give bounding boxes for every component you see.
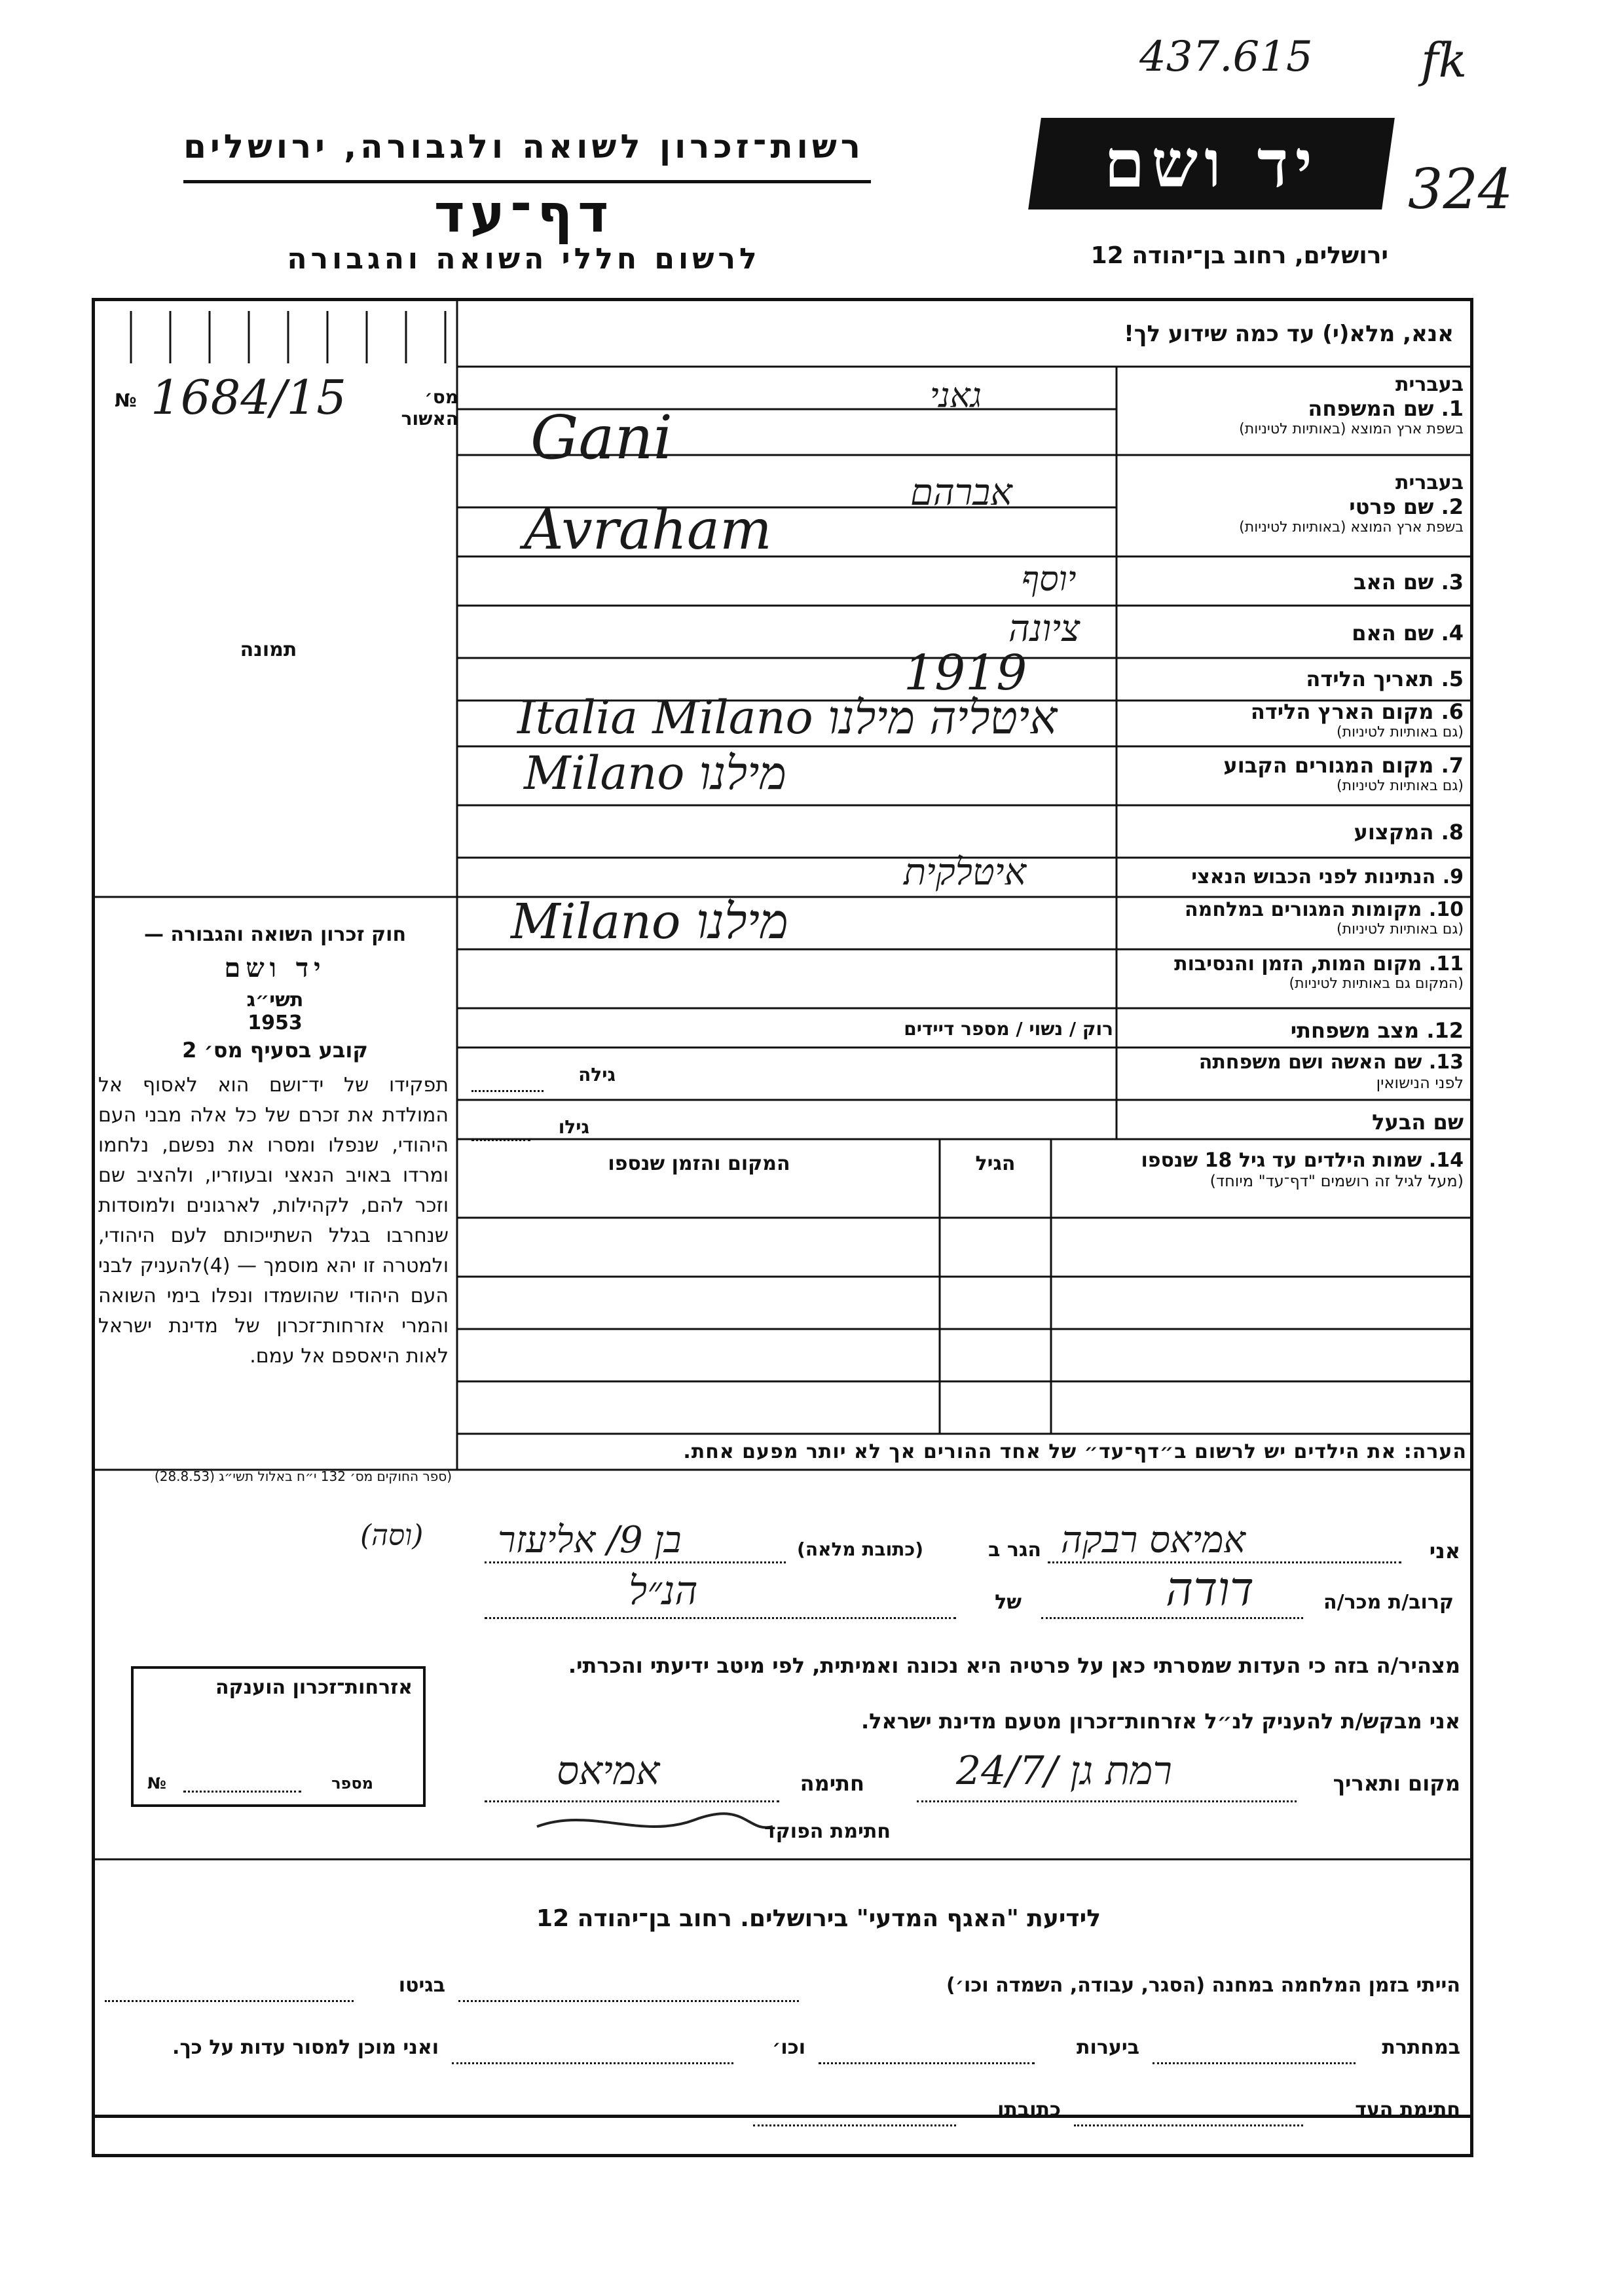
place-date-line (917, 1800, 1297, 1802)
footer-line2-a: במחתרת (1382, 2036, 1460, 2059)
footer-line3-fill-b (753, 2124, 956, 2126)
field-husband-label: שם הבעל (1372, 1110, 1464, 1135)
field-1-label: שם המשפחה (1308, 396, 1434, 421)
footer-title: לידיעת "האגף המדעי" בירושלים. רחוב בן־יהודה 12 (536, 1905, 1101, 1932)
footer-frame-right (1470, 1859, 1473, 2157)
husband-age-line (471, 1139, 530, 1141)
field-1-lang: בעברית (1395, 373, 1464, 396)
field-7-sub: (גם באותיות לטיניות) (1337, 778, 1464, 794)
place-date-label: מקום ותאריך (1333, 1771, 1460, 1796)
field-2-lang: בעברית (1395, 471, 1464, 494)
field-3-label: 3. שם האב (1353, 570, 1464, 594)
logo-text: יד ושם (1104, 125, 1319, 202)
law-year-he: תשי״ג (246, 989, 304, 1011)
footer-line3-a: חתימת העד (1355, 2098, 1460, 2121)
father-name: יוסף (1022, 560, 1077, 599)
footer-line3-fill-a (1074, 2124, 1303, 2126)
approval-no-prefix: № (115, 390, 137, 411)
law-text: תפקידו של יד־ושם הוא לאסוף אל המולדת את זכרם של כל אלה מבני העם היהודי, שנפלו ומסרו את נפשם, נלחמו ומרדו באויב הנאצי ובעוזריו, ולהציב שם וזכר להם, לקהילות, לארגונים ולמוסדות שנחרבו בגלל השתייכותם לעם היהודי, ולמטרה זו יהא מוסמך — (4)להעניק לבני העם היהודי שהושמדו ונפלו בימי השואה והמרי אזרחות־זכרון של מדינת ישראל לאות היאספם אל עמם. (98, 1074, 449, 1368)
husband-age: גילו (558, 1116, 589, 1138)
field-4-label: 4. שם האם (1352, 621, 1464, 646)
statement-2: אני מבקש/ת להעניק לנ״ל אזרחות־זכרון מטעם מדינת ישראל. (861, 1709, 1460, 1734)
field-10: 10. מקומות המגורים במלחמה (גם באותיות לטיניות) (1123, 898, 1464, 938)
footer-line2-fill-a (1153, 2062, 1356, 2064)
wife-age: גילה (578, 1064, 616, 1085)
footer-line2-b: ביערות (1077, 2036, 1139, 2059)
field-1 (1123, 373, 1464, 437)
birth-date: 1919 (904, 645, 1027, 701)
decl-address: בן 9/ אליעזר (498, 1519, 682, 1561)
field-11-sub: (המקום גם באותיות לטיניות) (1289, 975, 1464, 992)
wife-age-line (471, 1090, 544, 1092)
archive-number: 437.615 (1139, 33, 1313, 81)
footer-line1-fill-b (105, 2000, 354, 2002)
footer-frame-bottom (92, 2154, 1473, 2157)
footer-line3-b: כתובתו (997, 2098, 1061, 2121)
field-2-sub: בשפת ארץ המוצא (באותיות לטיניות) (1239, 519, 1464, 536)
officer-signature-scribble (537, 1813, 773, 1827)
footer-line2-d: ואני מוכן למסור עדות על כך. (172, 2036, 439, 2059)
citizenship-box-prefix: № (147, 1774, 166, 1793)
field-11: 11. מקום המות, הזמן והנסיבות (המקום גם באותיות לטיניות) (1123, 953, 1464, 992)
field-1-sub: בשפת ארץ המוצא (באותיות לטיניות) (1239, 421, 1464, 437)
law-clause: קובע בסעיף מס׳ 2 (182, 1038, 368, 1063)
photo-label: תמונה (240, 638, 297, 661)
approval-label: מס׳ האשור (401, 386, 458, 429)
instruction: אנא, מלא(י) עד כמה שידוע לך! (1124, 321, 1454, 347)
children-note: הערה: את הילדים יש לרשום ב״דף־עד״ של אחד ההורים אך לא יותר מפעם אחת. (683, 1440, 1467, 1463)
field-2-label: שם פרטי (1349, 494, 1434, 519)
of-line (485, 1617, 956, 1619)
relation-line (1041, 1617, 1303, 1619)
signature-value: אמיאס (557, 1748, 660, 1794)
mother-name: ציונה (1008, 608, 1080, 650)
field-9-label: 9. הנתינות לפני הכבוש הנאצי (1191, 866, 1464, 888)
page-mark: 324 (1408, 157, 1513, 221)
decl-hagar: הגר ב (988, 1539, 1041, 1561)
relation-of: הנ״ל (629, 1568, 698, 1614)
field-13: 13. שם האשה ושם משפחתה לפני הנישואין (1123, 1051, 1464, 1092)
decl-full-address: (כתובת מלאה) (797, 1539, 923, 1560)
law-title: חוק זכרון השואה והגבורה — (143, 923, 407, 946)
wartime-residence: Milano מילנו (511, 894, 788, 950)
citizenship-box-number: מספר (331, 1774, 373, 1793)
form-subtitle: לרשום חללי השואה והגבורה (287, 242, 761, 276)
officer-label: חתימת הפוקד (764, 1820, 891, 1843)
field-13-sub: לפני הנישואין (1376, 1074, 1464, 1092)
children-header: 14. שמות הילדים עד גיל 18 שנספו (מעל לגיל זה רושמים "דף־עד" מיוחד) (1058, 1149, 1464, 1190)
authority-title: רשות־זכרון לשואה ולגבורה, ירושלים (183, 128, 864, 166)
relation-label: קרוב/ת מכר/ה (1323, 1591, 1454, 1614)
field-6-sub: (גם באותיות לטיניות) (1337, 724, 1464, 740)
footer-line1-b: בגיטו (398, 1974, 445, 1997)
field-6: 6. מקום הארץ הלידה (גם באותיות לטיניות) (1123, 699, 1464, 740)
first-name-latin: Avraham (524, 498, 772, 562)
children-col-place: המקום והזמן שנספו (608, 1152, 790, 1175)
birth-place: Italia Milano איטליה מילנו (517, 691, 1058, 744)
footer-line1-a: הייתי בזמן המלחמה במחנה (הסגר, עבודה, השמדה וכו׳) (946, 1974, 1460, 1997)
approval-number: 1684/15 (151, 370, 347, 425)
decl-name: אמיאס רבקה (1061, 1519, 1246, 1561)
field-12-label: 12. מצב משפחתי (1290, 1018, 1464, 1043)
decl-ani: אני (1429, 1539, 1460, 1563)
field-10-sub: (גם באותיות לטיניות) (1337, 921, 1464, 938)
field-1-num: 1. (1441, 396, 1464, 421)
first-name-hebrew: אברהם (910, 471, 1012, 514)
decl-extra: (וסה) (360, 1519, 424, 1552)
field-7: 7. מקום המגורים הקבוע (גם באותיות לטיניות) (1123, 753, 1464, 794)
residence: Milano מילנו (524, 746, 786, 800)
footer-line2-c: וכו׳ (772, 2036, 805, 2059)
relation-shel: של (995, 1591, 1022, 1614)
footer-line2-fill-c (452, 2062, 733, 2064)
statement-1: מצהיר/ה בזה כי העדות שמסרתי כאן על פרטיה היא נכונה ואמיתית, לפי מיטב ידיעתי והכרתי. (568, 1653, 1460, 1678)
nationality: איטלקית (904, 851, 1027, 894)
place-date-value: 24/7/ רמת גן (956, 1748, 1172, 1794)
decl-address-line (485, 1561, 786, 1563)
footer-line1-fill (458, 2000, 799, 2002)
children-sub: (מעל לגיל זה רושמים "דף־עד" מיוחד) (1209, 1172, 1464, 1190)
citizenship-box-line (183, 1791, 301, 1793)
footer-line2-fill-b (819, 2062, 1035, 2064)
law-name: יד ושם (224, 953, 326, 983)
signature-line (485, 1800, 779, 1802)
family-name-latin: Gani (530, 403, 673, 473)
law-source: (ספר החוקים מס׳ 132 י״ח באלול תשי״ג (28.8.53) (154, 1468, 452, 1484)
signature-label: חתימה (800, 1771, 864, 1796)
address: ירושלים, רחוב בן־יהודה 12 (1090, 242, 1388, 269)
citizenship-box-title: אזרחות־זכרון הוענקה (215, 1676, 413, 1699)
law-year: 1953 (248, 1011, 303, 1034)
field-8-label: 8. המקצוע (1354, 820, 1464, 845)
children-col-age: הגיל (975, 1152, 1016, 1175)
footer-frame-left (92, 1859, 95, 2157)
form-title: דף־עד (434, 183, 614, 244)
field-2 (1123, 471, 1464, 536)
field-2-num: 2. (1441, 494, 1464, 519)
family-name-hebrew: גאני (930, 376, 982, 416)
field-5-label: 5. תאריך הלידה (1306, 666, 1464, 691)
corner-mark: fk (1421, 33, 1467, 88)
relation-value: דודה (1166, 1561, 1254, 1616)
marital-status: רוק / נשוי / מספר דיידים (904, 1018, 1113, 1040)
